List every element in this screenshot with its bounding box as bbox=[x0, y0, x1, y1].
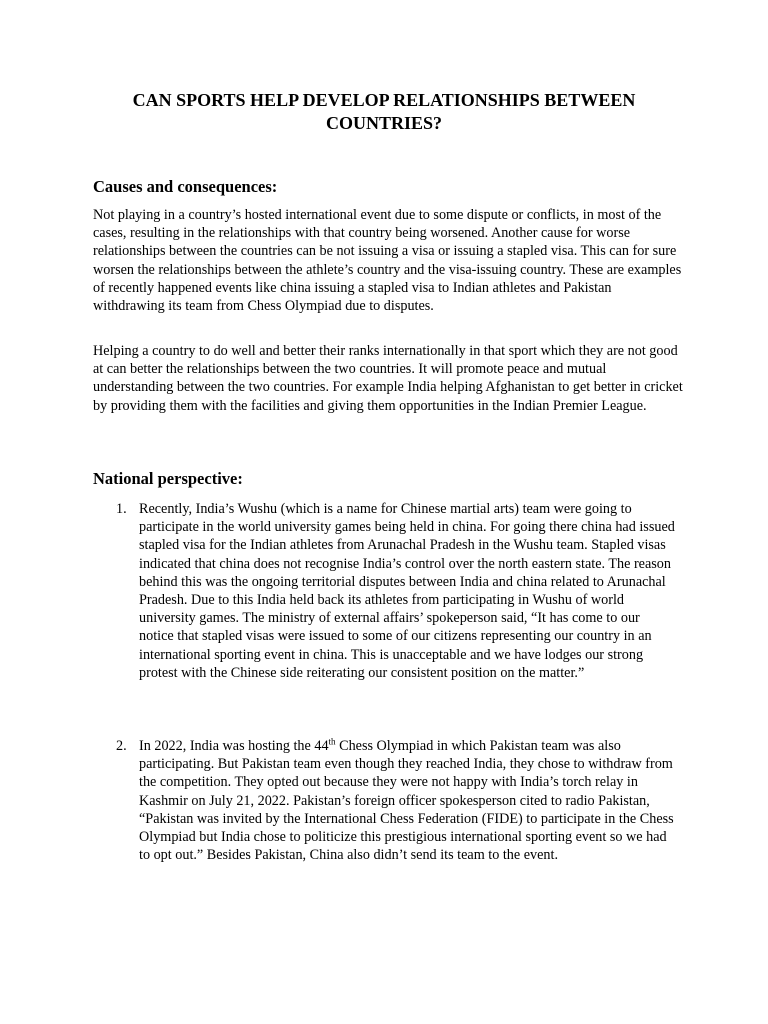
ordinal-superscript: th bbox=[328, 736, 336, 747]
list-item-text-start: In 2022, India was hosting the 44 bbox=[139, 738, 329, 754]
section-heading-national: National perspective: bbox=[93, 469, 243, 488]
list-item-text-end: Chess Olympiad in which Pakistan team was also participating. But Pakistan team even though they reached India, they chose to withdraw from the competition. They opted out because they were not happy with India’s torch relay in Kashmir on July 21, 2022. Pakistan’s foreign officer spokesperson cited to radio Pakistan, “Pakistan was invited by the International Chess Federation (FIDE) to participate in the Chess Olympiad but India chose to politicize this prestigious international sporting event so we had to opt out.” Besides Pakistan, China also didn’t send its team to the event. bbox=[139, 738, 674, 864]
list-item-wushu bbox=[116, 500, 676, 682]
section-heading-causes: Causes and consequences: bbox=[93, 177, 278, 196]
list-item-chess bbox=[116, 737, 676, 864]
list-item-text bbox=[139, 737, 676, 864]
list-item-number: 1. bbox=[116, 501, 127, 517]
list-item-text: Recently, India’s Wushu (which is a name for Chinese martial arts) team were going to participate in the world university games being held in china. For going there china had issued stapled visa for the Indian athletes from Arunachal Pradesh in the Wushu team. Stapled visas indicated that china does not recognise India’s control over the north eastern state. The reason behind this was the ongoing territorial disputes between India and china related to Arunachal Pradesh. Due to this India held back its athletes from participating in Wushu of world university games. The ministry of external affairs’ spokeperson said, “It has come to our notice that stapled visas were issued to some of our citizens representing our country in an international sporting event in china. This is unacceptable and we have lodges our strong protest with the Chinese side reiterating our consistent position on the matter.” bbox=[139, 501, 675, 681]
paragraph-causes-2: Helping a country to do well and better their ranks internationally in that sport which they are not good at can better the relationships between the two countries. It will promote peace and mutual understanding between the two countries. For example India helping Afghanistan to get better in cricket by providing them with the facilities and giving them opportunities in the Indian Premier League. bbox=[93, 343, 683, 414]
paragraph-causes-1: Not playing in a country’s hosted international event due to some dispute or conflicts, in most of the cases, resulting in the relationships with that country being worsened. Another cause for worse relationships between the countries can be not issuing a visa or issuing a stapled visa. This can for sure worsen the relationships between the athlete’s country and the visa-issuing country. These are examples of recently happened events like china issuing a stapled visa to Indian athletes and Pakistan withdrawing its team from Chess Olympiad due to disputes. bbox=[93, 207, 682, 315]
list-item-number: 2. bbox=[116, 738, 127, 754]
document-title: CAN SPORTS HELP DEVELOP RELATIONSHIPS BETWEEN COUNTRIES? bbox=[132, 90, 636, 133]
